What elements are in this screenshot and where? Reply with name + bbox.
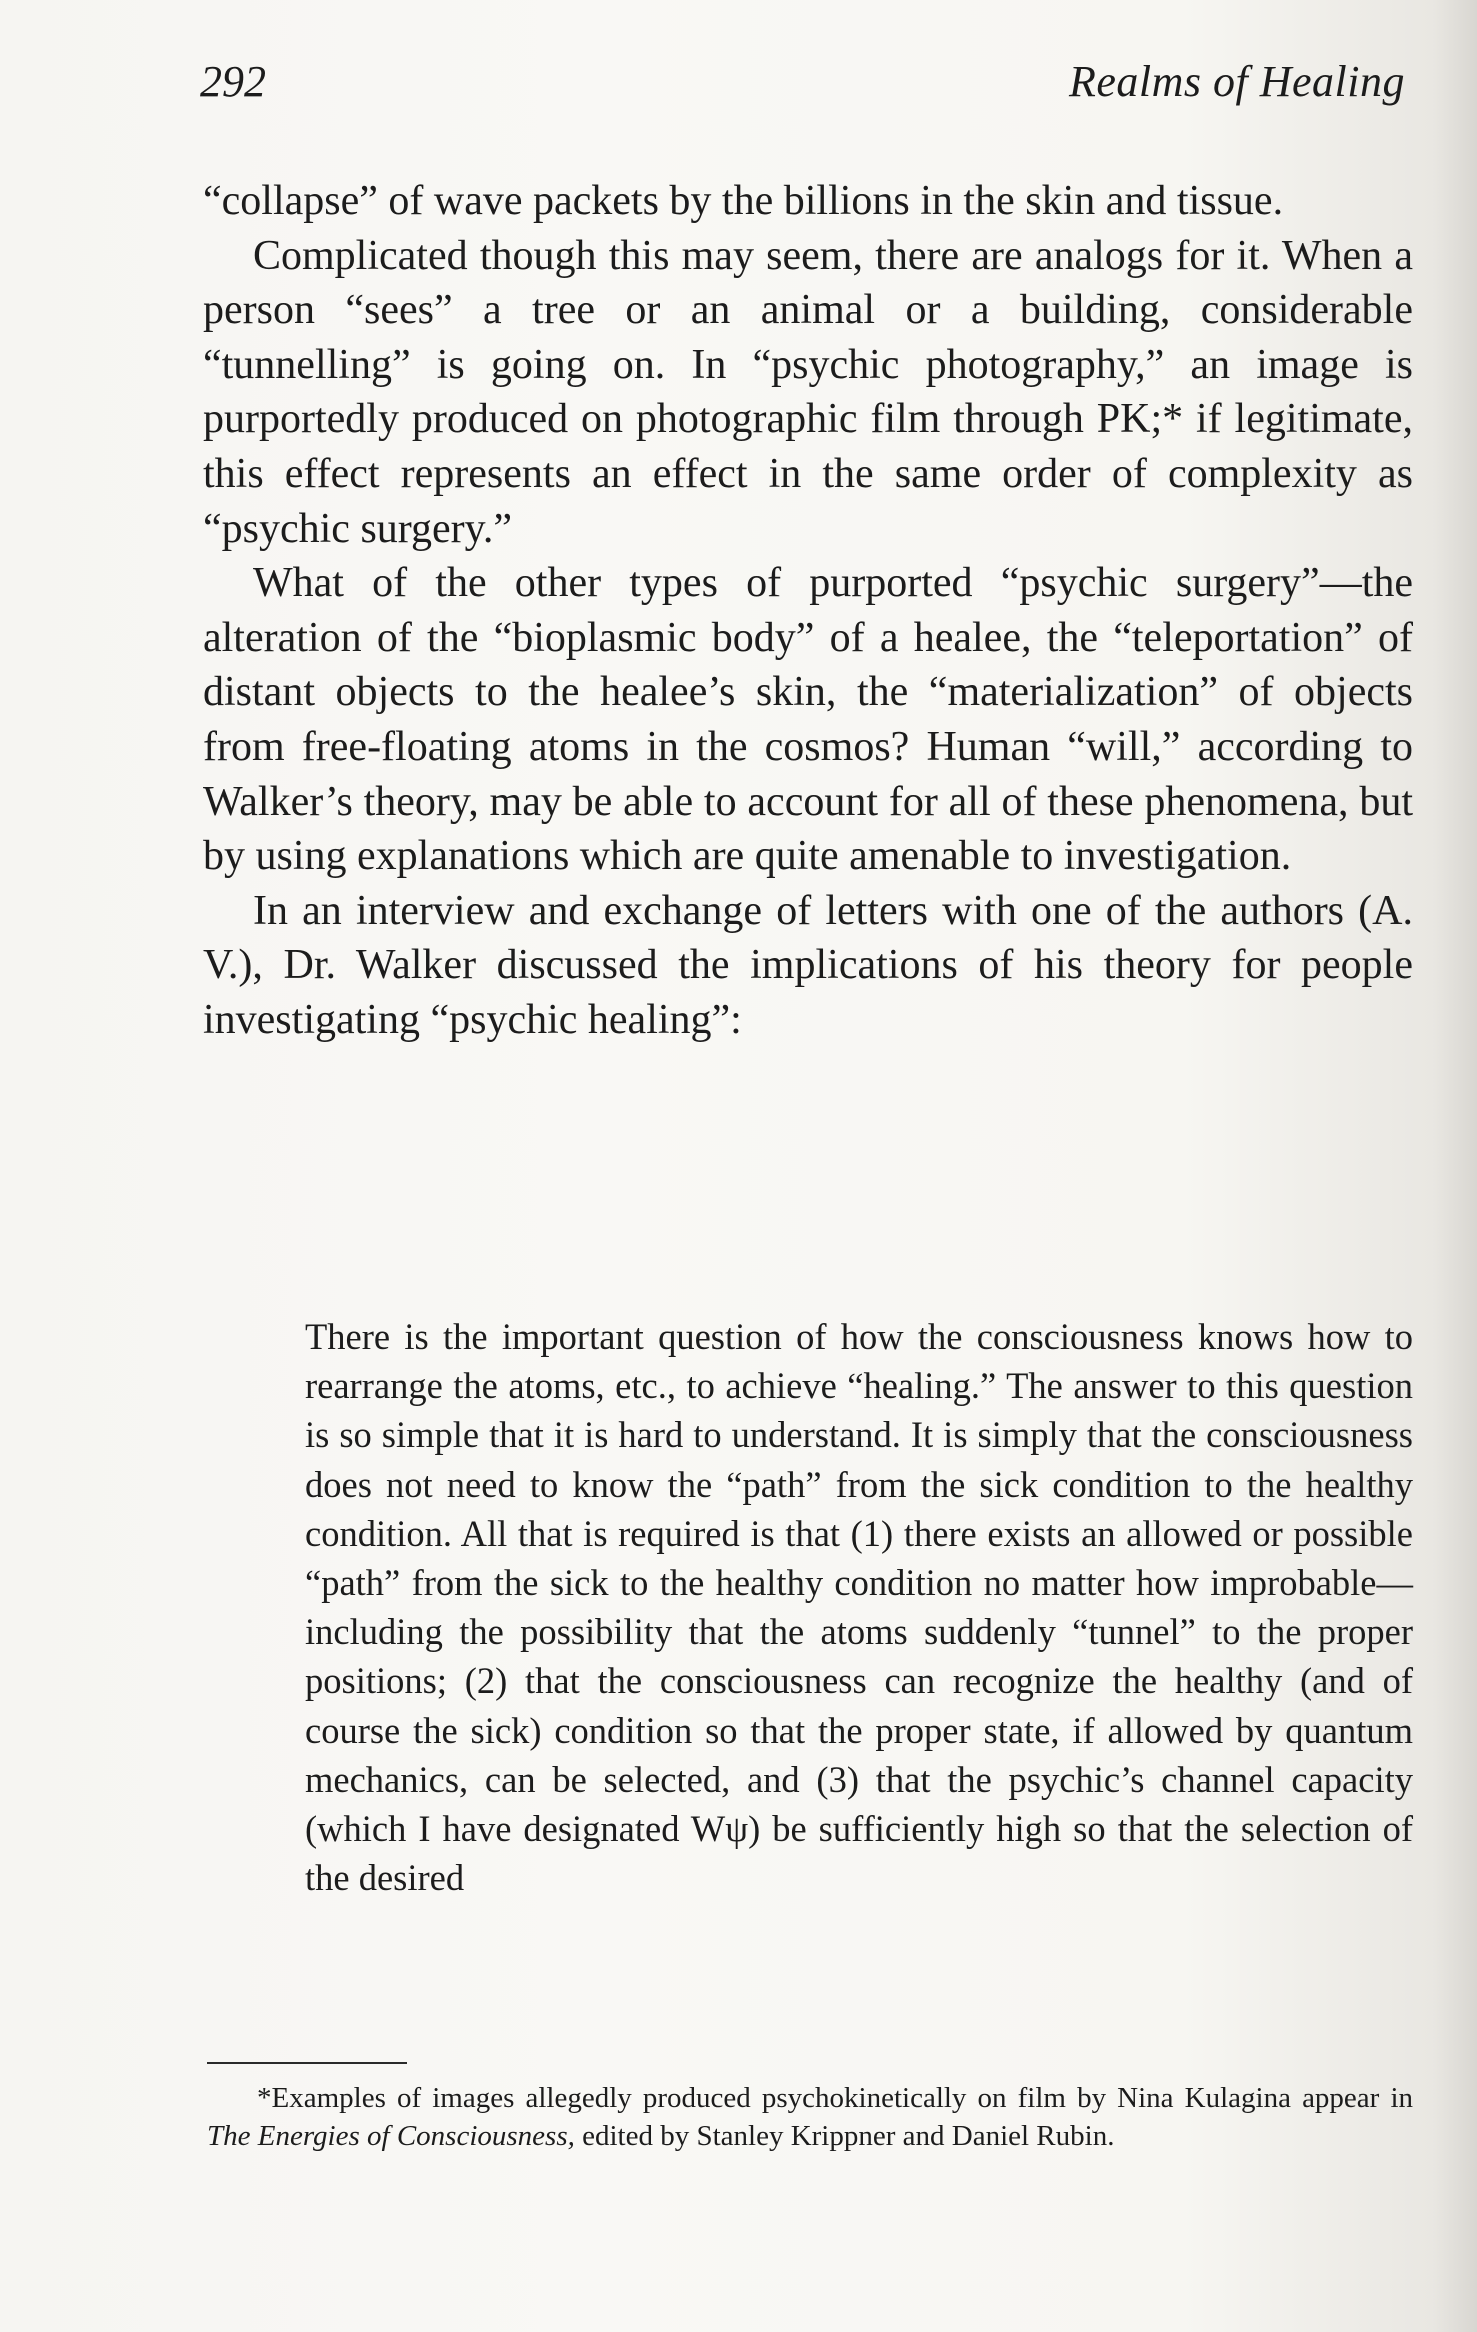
footnote-text-before: *Examples of images allegedly produced psychokinetically on film by Nina Kulagina appear in — [257, 2082, 1413, 2114]
paragraph: In an interview and exchange of letters with one of the authors (A. V.), Dr. Walker discussed the implications of his theory for people investigating “psychic healing”: — [203, 887, 1413, 1043]
footnote-book-title: The Energies of Consciousness, — [207, 2119, 575, 2152]
page-number: 292 — [200, 57, 266, 106]
footnote-divider — [207, 2062, 407, 2064]
paragraph: What of the other types of purported “psychic surgery”—the alteration of the “bioplasmic body” of a healee, the “teleportation” of distant objects to the healee’s skin, the “materialization” of objects from free-floating atoms in the cosmos? Human “will,” according to Walker’s theory, may be able to account for all of these phenomena, but by using explanations which are quite amenable to investigation. — [203, 560, 1413, 880]
paragraph-continued: “collapse” of wave packets by the billions in the skin and tissue. — [203, 178, 1284, 224]
footnote — [207, 2080, 1413, 2155]
running-title: Realms of Healing — [1068, 57, 1405, 106]
block-quote: There is the important question of how the consciousness knows how to rearrange the atoms, etc., to achieve “healing.” The answer to this question is so simple that it is hard to understand. It is simply that the consciousness does not need to know the “path” from the sick condition to the healthy condition. All that is required is that (1) there exists an allowed or possible “path” from the sick to the healthy condition no matter how improbable—including the possibility that the atoms suddenly “tunnel” to the proper positions; (2) that the consciousness can recognize the healthy (and of course the sick) condition so that the proper state, if allowed by quantum mechanics, can be selected, and (3) that the psychic’s channel capacity (which I have designated Wψ) be sufficiently high so that the selection of the desired — [305, 1316, 1413, 1899]
page-header — [200, 52, 1405, 112]
paragraph: Complicated though this may seem, there are analogs for it. When a person “sees” a tree or an animal or a building, considerable “tunnelling” is going on. In “psychic photography,” an image is purportedly produced on photographic film through PK;* if legitimate, this effect represents an effect in the same order of complexity as “psychic surgery.” — [203, 232, 1413, 552]
body-text — [203, 174, 1413, 1048]
footnote-text-after: edited by Stanley Krippner and Daniel Rubin. — [574, 2119, 1115, 2152]
